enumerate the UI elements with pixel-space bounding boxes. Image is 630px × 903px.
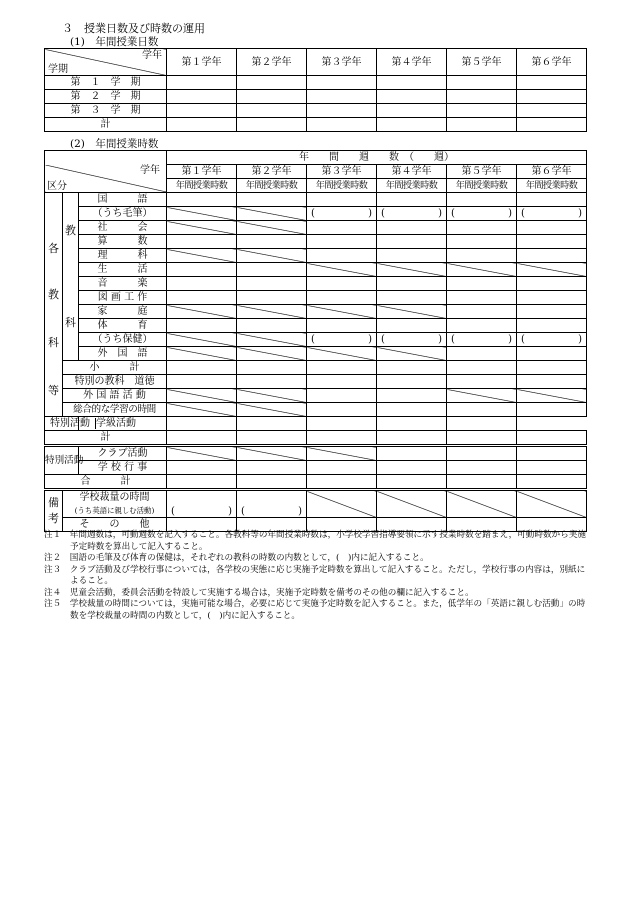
annual-days-table (44, 48, 587, 132)
club-label: クラブ活動 (79, 446, 167, 461)
cell[interactable] (517, 193, 587, 207)
cell[interactable] (517, 347, 587, 361)
t2-corner: 学年 区分 (45, 165, 167, 193)
cell[interactable] (377, 461, 447, 475)
t1-grade-6: 第６学年 (517, 49, 587, 76)
cell[interactable] (517, 277, 587, 291)
t2-colsub-2: 年間授業時数 (237, 179, 307, 193)
t1-row-term2: 第 ２ 学 期 (45, 90, 167, 104)
cell[interactable] (447, 403, 517, 417)
subject-calligraphy: （うち毛筆） (79, 207, 167, 221)
t2-grade-6: 第６学年 (517, 165, 587, 179)
discretion-label: 学校裁量の時間 (63, 490, 167, 505)
t1-grade-3: 第３学年 (307, 49, 377, 76)
cell[interactable] (167, 235, 237, 249)
cell[interactable] (79, 417, 167, 431)
t1-cell[interactable] (447, 76, 517, 90)
t1-grade-2: 第２学年 (237, 49, 307, 76)
paren-cell[interactable]: ( ) (377, 333, 447, 347)
t1-cell[interactable] (307, 118, 377, 132)
t1-cell[interactable] (517, 76, 587, 90)
cell[interactable] (447, 431, 517, 446)
cell[interactable] (167, 193, 237, 207)
t1-grade-1: 第１学年 (167, 49, 237, 76)
t1-cell[interactable] (307, 90, 377, 104)
cell[interactable] (167, 475, 237, 490)
cell-na (237, 333, 307, 347)
cell-na (237, 221, 307, 235)
cell[interactable] (517, 461, 587, 475)
cell[interactable] (447, 291, 517, 305)
t1-row-term1: 第 １ 学 期 (45, 76, 167, 90)
note-3: 注３ クラブ活動及び学校行事については，各学校の実態に応じ実施予定時数を算出して記入すること。ただし，学校行事の内容は，別紙によること。 (44, 564, 586, 586)
english-activity-label: (うち英語に親しむ活動) (63, 504, 167, 518)
cell-na (307, 263, 377, 277)
cell[interactable] (307, 475, 377, 490)
cell[interactable] (517, 475, 587, 490)
t1-cell[interactable] (167, 104, 237, 118)
paren-cell[interactable]: ( ) (237, 490, 307, 518)
cell-na (517, 490, 587, 518)
cell[interactable] (517, 305, 587, 319)
t2-grade-5: 第５学年 (447, 165, 517, 179)
cell-na (377, 490, 447, 518)
moral-label: 特別の教科 道徳 (63, 375, 167, 389)
cell[interactable] (237, 263, 307, 277)
cell[interactable] (237, 375, 307, 389)
group-kyouka-inner: 教 科 (63, 193, 79, 361)
cell[interactable] (307, 361, 377, 375)
special-activity-label: 特別活動 (45, 418, 96, 429)
cell[interactable] (517, 403, 587, 417)
total-kei-label: 計 (45, 431, 167, 446)
cell-na (237, 249, 307, 263)
t2-weeks-blank (45, 151, 167, 165)
cell[interactable] (307, 193, 377, 207)
other-label: そ の 他 (63, 518, 167, 532)
cell[interactable] (307, 417, 377, 431)
cell-na (447, 263, 517, 277)
section-title: ３ 授業日数及び時数の運用 (62, 22, 205, 35)
note-2: 注２ 国語の毛筆及び体育の保健は，それぞれの教科の時数の内数として，( )内に記入すること。 (44, 553, 429, 563)
cell[interactable] (377, 403, 447, 417)
foreign-activity-label: 外 国 語 活 動 (63, 389, 167, 403)
cell-na (167, 207, 237, 221)
cell[interactable] (377, 193, 447, 207)
cell[interactable] (517, 431, 587, 446)
cell[interactable] (377, 431, 447, 446)
t1-grade-5: 第５学年 (447, 49, 517, 76)
subject-math: 算 数 (79, 235, 167, 249)
cell[interactable] (377, 446, 447, 461)
subject-art: 図 画 工 作 (79, 291, 167, 305)
cell[interactable] (377, 319, 447, 333)
t2-grade-1: 第１学年 (167, 165, 237, 179)
annual-days-heading: (1) 年間授業日数 (70, 36, 159, 48)
notes (44, 530, 592, 622)
cell-na (167, 221, 237, 235)
special-activity-row-label (45, 417, 136, 431)
cell[interactable] (377, 417, 447, 431)
grand-total-label: 合 計 (45, 475, 167, 490)
cell-na (237, 305, 307, 319)
cell[interactable] (517, 361, 587, 375)
cell[interactable] (307, 221, 377, 235)
paren-cell[interactable]: ( ) (167, 490, 237, 518)
table1-corner: 学年 学期 (45, 49, 167, 76)
t2-weeks-header[interactable]: 年 間 週 数 （ 週） (167, 151, 587, 165)
note-1: 注１ 年間週数は，可動週数を記入すること。各教科等の年間授業時数は，小学校学習指導要領に示す授業時数を踏まえ，可動時数から実施予定時数を算出して記入すること。 (44, 530, 586, 552)
cell[interactable] (447, 319, 517, 333)
cell-na (307, 347, 377, 361)
integrated-study-label: 総合的な学習の時間 (63, 403, 167, 417)
cell[interactable] (447, 347, 517, 361)
cell[interactable] (167, 277, 237, 291)
cell[interactable] (447, 305, 517, 319)
t2-grade-2: 第２学年 (237, 165, 307, 179)
cell-na (237, 207, 307, 221)
cell[interactable] (377, 249, 447, 263)
t1-cell[interactable] (517, 90, 587, 104)
cell[interactable] (167, 319, 237, 333)
cell[interactable] (237, 361, 307, 375)
cell[interactable] (307, 291, 377, 305)
subject-science: 理 科 (79, 249, 167, 263)
cell[interactable] (447, 361, 517, 375)
cell[interactable] (237, 417, 307, 431)
cell[interactable] (447, 221, 517, 235)
cell-na (237, 347, 307, 361)
paren-cell[interactable]: ( ) (447, 333, 517, 347)
subject-home: 家 庭 (79, 305, 167, 319)
special-activity2-label: 特別活動 (45, 446, 79, 475)
annual-hours-heading: (2) 年間授業時数 (70, 138, 159, 150)
cell[interactable] (167, 361, 237, 375)
t1-cell[interactable] (517, 118, 587, 132)
group-kakukyoukatou: 各 教 科 等 (45, 193, 63, 417)
cell[interactable] (237, 431, 307, 446)
note-4: 注４ 児童会活動，委員会活動を特設して実施する場合は，実施予定時数を備考のその他の欄に記入すること。 (44, 587, 474, 598)
subject-social: 社 会 (79, 221, 167, 235)
paren-cell[interactable]: ( ) (517, 207, 587, 221)
cell-na (237, 389, 307, 403)
cell[interactable] (307, 235, 377, 249)
subject-foreign-language: 外 国 語 (79, 347, 167, 361)
subject-japanese: 国 語 (79, 193, 167, 207)
cell[interactable] (377, 235, 447, 249)
t1-cell[interactable] (237, 90, 307, 104)
subtotal-label: 小 計 (63, 361, 167, 375)
cell[interactable] (447, 193, 517, 207)
cell[interactable] (307, 389, 377, 403)
t1-cell[interactable] (447, 118, 517, 132)
cell-na (167, 403, 237, 417)
cell[interactable] (517, 221, 587, 235)
cell-na (377, 305, 447, 319)
cell-na (167, 305, 237, 319)
class-activity-label: 学級活動 (96, 418, 136, 429)
t1-row-term3: 第 ３ 学 期 (45, 104, 167, 118)
cell-na (517, 389, 587, 403)
cell[interactable] (167, 291, 237, 305)
cell-na (377, 347, 447, 361)
cell[interactable] (237, 291, 307, 305)
cell-na (167, 446, 237, 461)
cell[interactable] (517, 291, 587, 305)
cell[interactable] (167, 263, 237, 277)
t2-grade-4: 第４学年 (377, 165, 447, 179)
cell-na (237, 403, 307, 417)
cell[interactable] (447, 475, 517, 490)
cell-na (167, 347, 237, 361)
t1-cell[interactable] (447, 90, 517, 104)
cell-na (447, 389, 517, 403)
cell[interactable] (517, 375, 587, 389)
t1-cell[interactable] (237, 104, 307, 118)
cell[interactable] (307, 375, 377, 389)
cell[interactable] (307, 403, 377, 417)
t2-colsub-3: 年間授業時数 (307, 179, 377, 193)
cell[interactable] (237, 235, 307, 249)
cell[interactable] (377, 291, 447, 305)
cell[interactable] (237, 461, 307, 475)
t2-colsub-1: 年間授業時数 (167, 179, 237, 193)
paren-cell[interactable]: ( ) (517, 333, 587, 347)
t2-grade-3: 第３学年 (307, 165, 377, 179)
cell[interactable] (377, 277, 447, 291)
cell-na (307, 490, 377, 518)
cell[interactable] (517, 249, 587, 263)
cell[interactable] (447, 249, 517, 263)
cell[interactable] (377, 221, 447, 235)
cell-na (517, 263, 587, 277)
t1-cell[interactable] (517, 104, 587, 118)
t2-colsub-4: 年間授業時数 (377, 179, 447, 193)
cell[interactable] (237, 193, 307, 207)
t2-colsub-6: 年間授業時数 (517, 179, 587, 193)
t1-cell[interactable] (237, 76, 307, 90)
t1-cell[interactable] (167, 118, 237, 132)
t1-cell[interactable] (377, 118, 447, 132)
cell[interactable] (307, 277, 377, 291)
school-events-label: 学 校 行 事 (79, 461, 167, 475)
subject-pe: 体 育 (79, 319, 167, 333)
paren-cell[interactable]: ( ) (447, 207, 517, 221)
cell-na (167, 389, 237, 403)
paren-cell[interactable]: ( ) (307, 207, 377, 221)
t1-cell[interactable] (307, 76, 377, 90)
cell[interactable] (167, 431, 237, 446)
cell[interactable] (237, 277, 307, 291)
cell[interactable] (167, 417, 237, 431)
cell[interactable] (377, 389, 447, 403)
annual-hours-table (44, 150, 587, 532)
cell-na (237, 446, 307, 461)
cell[interactable] (447, 277, 517, 291)
cell-na (307, 446, 377, 461)
t1-cell[interactable] (447, 104, 517, 118)
t1-row-total: 計 (45, 118, 167, 132)
cell-na (307, 305, 377, 319)
cell[interactable] (447, 446, 517, 461)
cell[interactable] (377, 475, 447, 490)
t1-cell[interactable] (377, 90, 447, 104)
t2-colsub-5: 年間授業時数 (447, 179, 517, 193)
cell-na (447, 490, 517, 518)
note-5: 注５ 学校裁量の時間については，実施可能な場合，必要に応じて実施予定時数を記入すること。また，低学年の「英語に親しむ活動」の時数を学校裁量の時間の内数として，( )内に記入すること。 (44, 599, 586, 621)
t1-cell[interactable] (307, 104, 377, 118)
cell-na (167, 333, 237, 347)
subject-health: （うち保健） (79, 333, 167, 347)
cell[interactable] (377, 361, 447, 375)
cell[interactable] (307, 319, 377, 333)
paren-cell[interactable]: ( ) (377, 207, 447, 221)
cell[interactable] (447, 417, 517, 431)
cell[interactable] (237, 319, 307, 333)
cell[interactable] (307, 461, 377, 475)
cell-na (167, 249, 237, 263)
cell[interactable] (447, 235, 517, 249)
t1-cell[interactable] (377, 76, 447, 90)
subject-life: 生 活 (79, 263, 167, 277)
cell[interactable] (167, 375, 237, 389)
paren-cell[interactable]: ( ) (307, 333, 377, 347)
t1-grade-4: 第４学年 (377, 49, 447, 76)
t1-cell[interactable] (237, 118, 307, 132)
cell[interactable] (307, 249, 377, 263)
cell[interactable] (167, 461, 237, 475)
t1-cell[interactable] (167, 90, 237, 104)
cell[interactable] (307, 431, 377, 446)
cell[interactable] (447, 375, 517, 389)
remarks-label: 備考 (45, 490, 63, 532)
cell[interactable] (517, 446, 587, 461)
cell[interactable] (377, 375, 447, 389)
cell[interactable] (237, 475, 307, 490)
t1-cell[interactable] (377, 104, 447, 118)
cell[interactable] (447, 461, 517, 475)
cell[interactable] (517, 235, 587, 249)
cell[interactable] (517, 319, 587, 333)
t1-cell[interactable] (167, 76, 237, 90)
cell-na (377, 263, 447, 277)
subject-music: 音 楽 (79, 277, 167, 291)
